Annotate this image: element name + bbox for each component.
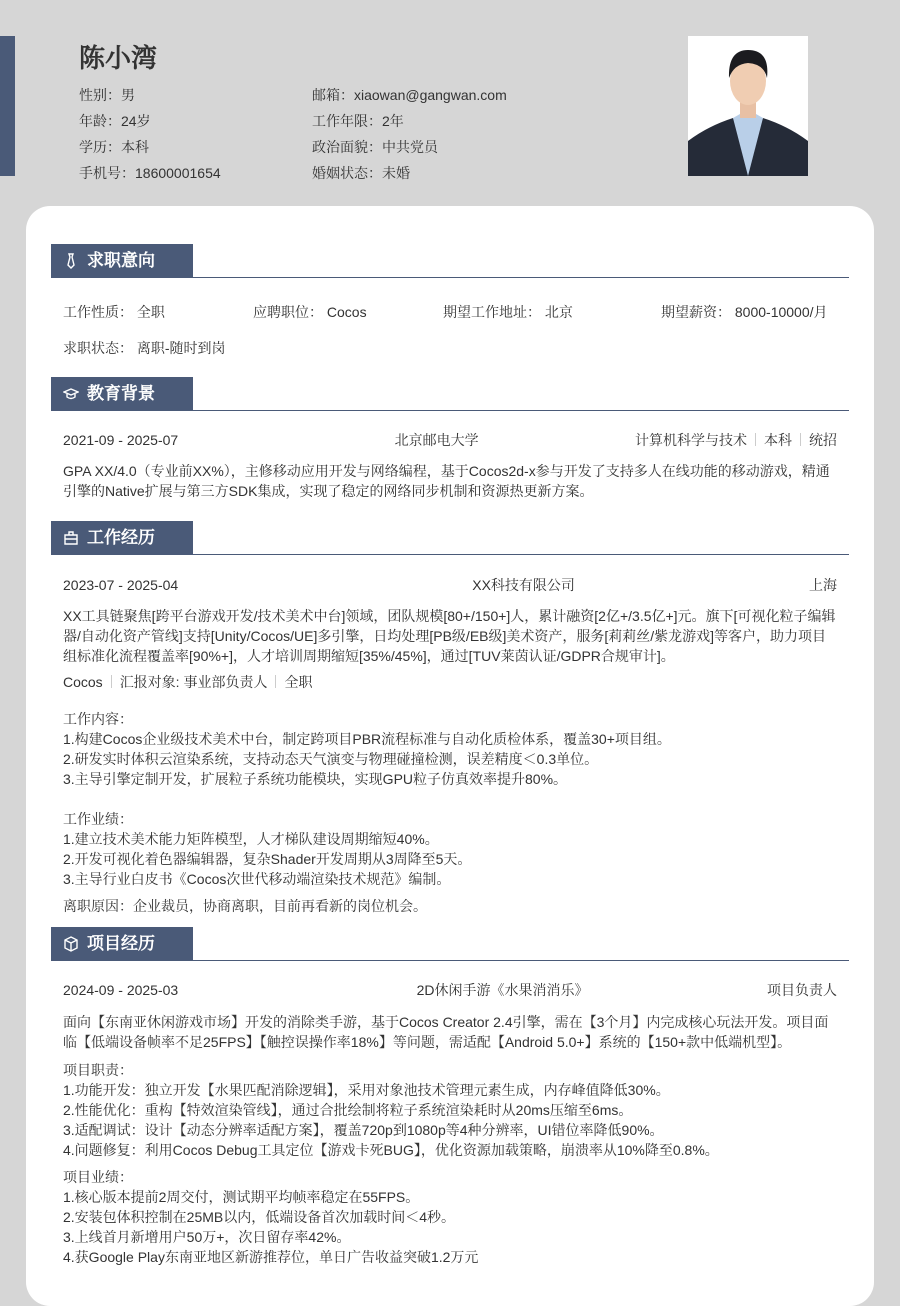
list-item: 3.主导引擎定制开发，扩展粒子系统功能模块，实现GPU粒子仿真效率提升80%。	[63, 771, 568, 787]
work-city: 上海	[808, 577, 837, 593]
label: 工作性质：	[63, 304, 133, 320]
section-title: 项目经历	[87, 934, 155, 953]
subheading: 项目职责：	[63, 1062, 133, 1078]
project-period: 2024-09 - 2025-03	[63, 982, 179, 998]
briefcase-icon	[63, 530, 79, 546]
degree: 本科	[763, 432, 792, 448]
basic-info-left	[79, 82, 221, 186]
work-tags	[51, 672, 849, 692]
education-description: GPA XX/4.0（专业前XX%），主修移动应用开发与网络编程，基于Cocos2d-x参与开发了支持多人在线功能的移动游戏，精通引擎的Native扩展与第三方SDK集成，实现了稳定的网络同步机制和资源热更新方案。	[63, 463, 830, 499]
list-item: 2.开发可视化着色器编辑器，复杂Shader开发周期从3周降至5天。	[63, 851, 472, 867]
list-item: 1.核心版本提前2周交付，测试期平均帧率稳定在55FPS。	[63, 1189, 420, 1205]
list-item: 2.研发实时体积云渲染系统，支持动态天气演变与物理碰撞检测，误差精度＜0.3单位。	[63, 751, 599, 767]
project-name: 2D休闲手游《水果消消乐》	[416, 982, 589, 998]
subheading: 工作业绩：	[63, 811, 133, 827]
political-status: 政治面貌：中共党员	[312, 139, 438, 155]
profile-photo	[688, 36, 808, 176]
list-item: 3.适配调试：设计【动态分辨率适配方案】，覆盖720p到1080p等4种分辨率，UI错位率降低90%。	[63, 1122, 664, 1138]
enrollment-type: 统招	[808, 432, 837, 448]
work-years: 工作年限：2年	[312, 113, 404, 129]
work-content	[51, 709, 849, 889]
section-header-education	[51, 377, 849, 411]
label: 期望薪资：	[661, 304, 731, 320]
education-level: 学历：本科	[79, 139, 149, 155]
label: 求职状态：	[63, 340, 133, 356]
graduation-cap-icon	[63, 386, 79, 402]
email: 邮箱：xiaowan@gangwan.com	[312, 87, 507, 103]
education-row	[51, 430, 849, 450]
work-row	[51, 575, 849, 595]
job-location: 北京	[544, 304, 573, 320]
list-item: 1.构建Cocos企业级技术美术中台，制定跨项目PBR流程标准与自动化质检体系，覆盖30+项目组。	[63, 731, 671, 747]
label: 期望工作地址：	[443, 304, 541, 320]
intent-status-row	[51, 338, 849, 358]
leave-reason: 离职原因：企业裁员，协商离职，目前再看新的岗位机会。	[63, 898, 427, 914]
school: 北京邮电大学	[394, 432, 479, 448]
project-role: 项目负责人	[766, 982, 837, 998]
list-item: 1.建立技术美术能力矩阵模型，人才梯队建设周期缩短40%。	[63, 831, 439, 847]
tag: 汇报对象: 事业部负责人	[119, 674, 268, 690]
tag: 全职	[284, 674, 313, 690]
list-item: 4.问题修复：利用Cocos Debug工具定位【游戏卡死BUG】，优化资源加载策略，崩溃率从10%降至0.8%。	[63, 1142, 719, 1158]
project-results	[51, 1167, 849, 1267]
company: XX科技有限公司	[472, 577, 575, 593]
intent-row	[51, 302, 849, 322]
section-header-intent	[51, 244, 849, 278]
major: 计算机科学与技术	[634, 432, 747, 448]
gender: 性别：男	[79, 87, 135, 103]
subheading: 项目业绩：	[63, 1169, 133, 1185]
age: 年龄：24岁	[79, 113, 151, 129]
resume-content	[51, 244, 849, 1267]
list-item: 3.上线首月新增用户50万+，次日留存率42%。	[63, 1229, 351, 1245]
list-item: 2.安装包体积控制在25MB以内，低端设备首次加载时间＜4秒。	[63, 1209, 456, 1225]
marital-status: 婚姻状态：未婚	[312, 165, 410, 181]
expected-salary: 8000-10000/月	[734, 304, 828, 320]
section-title: 工作经历	[87, 528, 155, 547]
job-position: Cocos	[326, 304, 367, 320]
phone: 手机号：18600001654	[79, 165, 221, 181]
section-header-project	[51, 927, 849, 961]
section-header-work	[51, 521, 849, 555]
basic-info-right	[312, 82, 507, 186]
accent-bar	[0, 36, 15, 176]
work-period: 2023-07 - 2025-04	[63, 577, 179, 593]
label: 应聘职位：	[253, 304, 323, 320]
project-description: 面向【东南亚休闲游戏市场】开发的消除类手游，基于Cocos Creator 2.4引擎，需在【3个月】内完成核心玩法开发。项目面临【低端设备帧率不足25FPS】【触控误操作率18%】等问题，需适配【Android 5.0+】系统的【150+款中低端机型】。	[63, 1014, 829, 1050]
cube-icon	[63, 936, 79, 952]
tag: Cocos	[63, 674, 103, 690]
tie-icon	[63, 253, 79, 269]
subheading: 工作内容：	[63, 711, 133, 727]
list-item: 2.性能优化：重构【特效渲染管线】，通过合批绘制将粒子系统渲染耗时从20ms压缩至6ms。	[63, 1102, 633, 1118]
section-title: 求职意向	[87, 251, 155, 270]
list-item: 1.功能开发：独立开发【水果匹配消除逻辑】，采用对象池技术管理元素生成，内存峰值降低30%。	[63, 1082, 670, 1098]
section-title: 教育背景	[87, 384, 155, 403]
list-item: 3.主导行业白皮书《Cocos次世代移动端渲染技术规范》编制。	[63, 871, 451, 887]
job-status: 离职-随时到岗	[136, 340, 226, 356]
job-nature: 全职	[136, 304, 165, 320]
company-description: XX工具链聚焦[跨平台游戏开发/技术美术中台]领域，团队规模[80+/150+]人，累计融资[2亿+/3.5亿+]元。旗下[可视化粒子编辑器/自动化资产管线]支持[Unity/Cocos/UE]多引擎，日均处理[PB级/EB级]美术资产，服务[莉莉丝/紫龙游戏]等客户，助力项目组标准化流程覆盖率[90%+]，人才培训周期缩短[35%/45%]，通过[TUV莱茵认证/GDPR合规审计]。	[63, 608, 836, 664]
project-row	[51, 980, 849, 1000]
list-item: 4.获Google Play东南亚地区新游推荐位，单日广告收益突破1.2万元	[63, 1249, 479, 1265]
project-duties	[51, 1060, 849, 1160]
education-period: 2021-09 - 2025-07	[63, 432, 179, 448]
candidate-name: 陈小湾	[79, 43, 158, 73]
